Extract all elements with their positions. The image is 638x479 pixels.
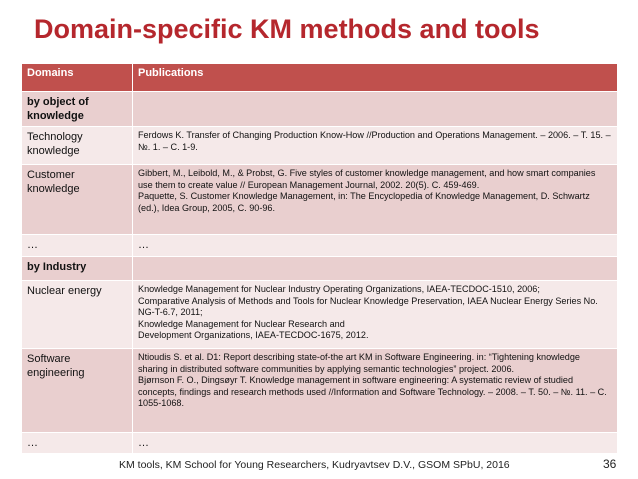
publication-entry: Knowledge Management for Nuclear Research and [138,318,345,329]
publications-cell: … [133,433,618,454]
publication-entry: Paquette, S. Customer Knowledge Management, in: The Encyclopedia of Knowledge Management, D. Schwartz (ed.), Idea Group, 2005, C. 90-96. [138,191,590,213]
publication-entry: Development Organizations, IAEA-TECDOC-1675, 2012. [138,330,369,341]
domain-cell: Software engineering [22,349,133,433]
table-row [22,92,618,127]
domain-cell: by object of knowledge [22,92,133,127]
publication-entry: Ntioudis S. et al. D1: Report describing state-of-the art KM in Software Engineering. in: “Tightening knowledge sharing in distributed software communities by applying semantic technologies” project. 2006. [138,352,580,374]
publication-entry: Gibbert, M., Leibold, M., & Probst, G. Five styles of customer knowledge management, and how smart companies use them to create value // European Management Journal, 2002. 20(5). C. 459-469. [138,168,596,190]
publications-cell [133,127,618,165]
publications-cell: … [133,235,618,257]
domain-cell: … [22,433,133,454]
page-number: 36 [603,457,617,471]
publication-entry: Comparative Analysis of Methods and Tools for Nuclear Knowledge Preservation, IAEA Nuclear Energy Series No. NG-T-6.7, 2011; [138,295,598,318]
column-header-domains: Domains [22,64,133,92]
publications-cell [133,92,618,127]
publications-cell [133,257,618,281]
publications-cell [133,281,618,349]
publications-cell [133,349,618,433]
column-header-publications: Publications [133,64,618,92]
table-row [22,257,618,281]
table-row [22,349,618,433]
domain-cell: Technology knowledge [22,127,133,165]
table-row [22,235,618,257]
publications-cell [133,165,618,235]
table-row [22,433,618,454]
publication-entry: Bjørnson F. O., Dingsøyr T. Knowledge management in software engineering: A systematic review of studied concepts, findings and research methods used //Information and Software Technology. – 2008. – Т. 50. – №. 11. – С. 1055-1068. [138,375,607,409]
domain-cell: … [22,235,133,257]
table-row [22,165,618,235]
domain-cell: by Industry [22,257,133,281]
table-header-row [22,64,618,92]
slide-title: Domain-specific KM methods and tools [34,14,540,44]
domain-cell: Nuclear energy [22,281,133,349]
slide-footer: KM tools, KM School for Young Researchers, Kudryavtsev D.V., GSOM SPbU, 2016 [119,459,510,471]
table-row [22,281,618,349]
publication-entry: Knowledge Management for Nuclear Industry Operating Organizations, IAEA-TECDOC-1510, 2006; [138,284,540,294]
publication-entry: Ferdows K. Transfer of Changing Production Know-How //Production and Operations Management. – 2006. – Т. 15. – №. 1. – С. 1-9. [138,130,611,152]
table-row [22,127,618,165]
domain-cell: Customer knowledge [22,165,133,235]
km-methods-table [21,63,618,454]
